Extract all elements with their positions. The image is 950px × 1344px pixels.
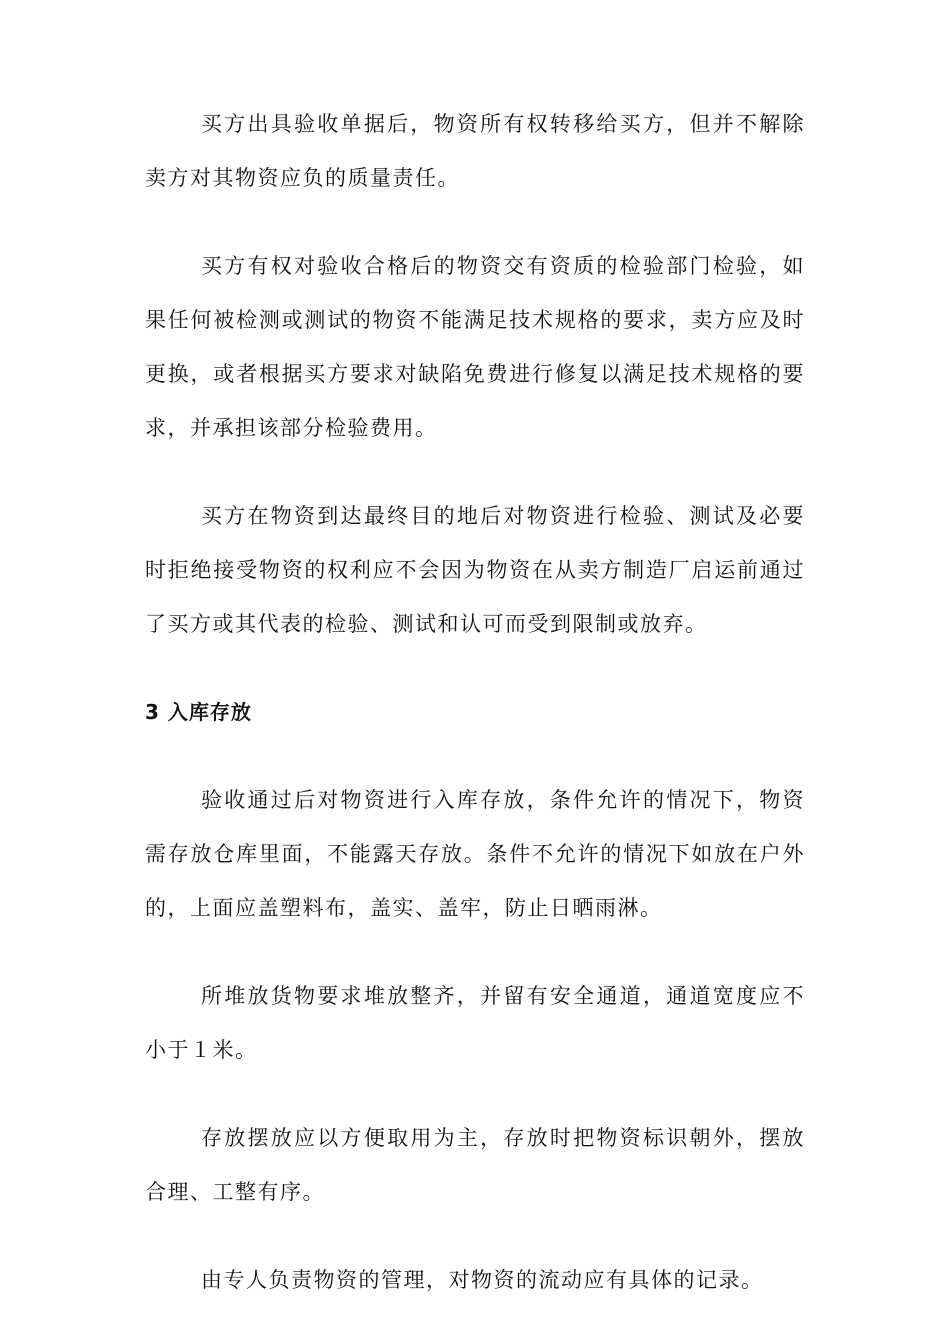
paragraph-ownership-transfer: 买方出具验收单据后，物资所有权转移给买方，但并不解除卖方对其物资应负的质量责任。 (145, 112, 805, 190)
section-heading (145, 685, 805, 739)
paragraph-gap (145, 1219, 805, 1253)
paragraph-management-records: 由专人负责物资的管理，对物资的流动应有具体的记录。 (201, 1268, 764, 1292)
paragraph-gap (145, 935, 805, 969)
paragraph-storage-conditions: 验收通过后对物资进行入库存放，条件允许的情况下，物资需存放仓库里面，不能露天存放。条件不允许的情况下如放在户外的，上面应盖塑料布，盖实、盖牢，防止日晒雨淋。 (145, 788, 805, 920)
paragraph-gap (145, 739, 805, 773)
paragraph-gap (145, 205, 805, 239)
paragraph-stacking-aisle: 所堆放货物要求堆放整齐，并留有安全通道，通道宽度应不小于１米。 (145, 984, 805, 1062)
paragraph-third-party-inspection: 买方有权对验收合格后的物资交有资质的检验部门检验，如果任何被检测或测试的物资不能满足技术规格的要求，卖方应及时更换，或者根据买方要求对缺陷免费进行修复以满足技术规格的要求，并承担该部分检验费用。 (145, 254, 805, 440)
paragraph-gap (145, 1077, 805, 1111)
paragraph-gap (145, 651, 805, 685)
section-title: 入库存放 (167, 700, 252, 724)
paragraph-gap (145, 455, 805, 489)
document-body (145, 97, 805, 1307)
paragraph-rejection-rights: 买方在物资到达最终目的地后对物资进行检验、测试及必要时拒绝接受物资的权利应不会因为物资在从卖方制造厂启运前通过了买方或其代表的检验、测试和认可而受到限制或放弃。 (145, 504, 805, 636)
paragraph-arrangement: 存放摆放应以方便取用为主，存放时把物资标识朝外，摆放合理、工整有序。 (145, 1126, 805, 1204)
section-number: 3 (145, 700, 160, 724)
